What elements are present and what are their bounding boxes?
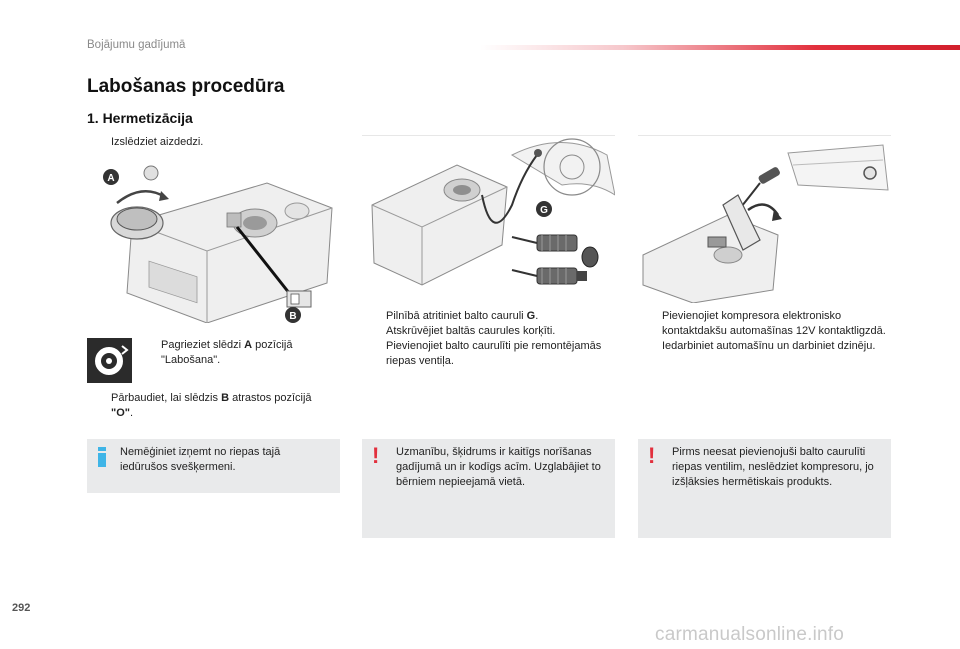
label-a: A [107,173,115,184]
compressor-switch-a-illustration [87,163,340,323]
step-text: Pievienojiet balto caurulīti pie remontējamās riepas ventiļa. [386,340,602,367]
warning-note [638,439,891,538]
step-text: Pievienojiet kompresora elektronisko kontaktdakšu automašīnas 12V kontaktligzdā. [662,310,886,337]
col1-step-2 [137,338,337,368]
info-icon [96,447,108,467]
step-text: Pagrieziet slēdzi [161,339,245,351]
col2-steps [362,309,615,369]
step-text: Izslēdziet aizdedzi. [111,136,204,148]
step-text: Pilnībā atritiniet balto cauruli [386,310,527,322]
step-text: Iedarbiniet automašīnu un darbiniet dzinēju. [662,340,876,352]
switch-b-ref: B [221,392,230,404]
section-header: Bojājumu gadījumā [87,39,186,51]
warning-note [362,439,615,538]
watermark: carmanualsonline.info [655,624,845,645]
step-text: . [535,310,539,322]
step-text: . [130,407,134,419]
warning-note-text: Pirms neesat pievienojuši balto caurulīti riepas ventilim, neslēdziet kompresoru, jo izšļāksies hermētiskais produkts. [672,446,874,488]
warning-icon: ! [648,443,656,468]
col3-steps [638,309,891,354]
col1-step-3 [87,391,317,421]
info-note [87,439,340,493]
step-text: pozīcijā "Labošana". [161,339,293,366]
power-socket-illustration [638,135,891,303]
page-title: Labošanas procedūra [87,76,285,97]
label-b: B [289,311,297,322]
step-text: atrastos pozīcijā [229,392,312,404]
hose-g-ref: G [526,310,536,322]
step-text: Atskrūvējiet baltās caurules korķīti. [386,325,556,337]
repair-position-icon [87,338,132,383]
label-g: G [540,205,548,216]
col1-step-1 [87,135,337,150]
step-text: Pārbaudiet, lai slēdzis [111,392,222,404]
hose-g-illustration [362,135,615,303]
header-accent-bar [480,45,960,50]
warning-note-text: Uzmanību, šķidrums ir kaitīgs norīšanas gadījumā un ir kodīgs acīm. Uzglabājiet to bērniem nepieejamā vietā. [396,446,601,488]
switch-a-ref: A [244,339,253,351]
position-o-ref: "O" [111,407,130,419]
page-number: 292 [12,602,31,614]
info-note-text: Nemēģiniet izņemt no riepas tajā iedūrušos svešķermeni. [120,446,281,473]
warning-icon: ! [372,443,380,468]
section-subtitle: 1. Hermetizācija [87,110,193,126]
